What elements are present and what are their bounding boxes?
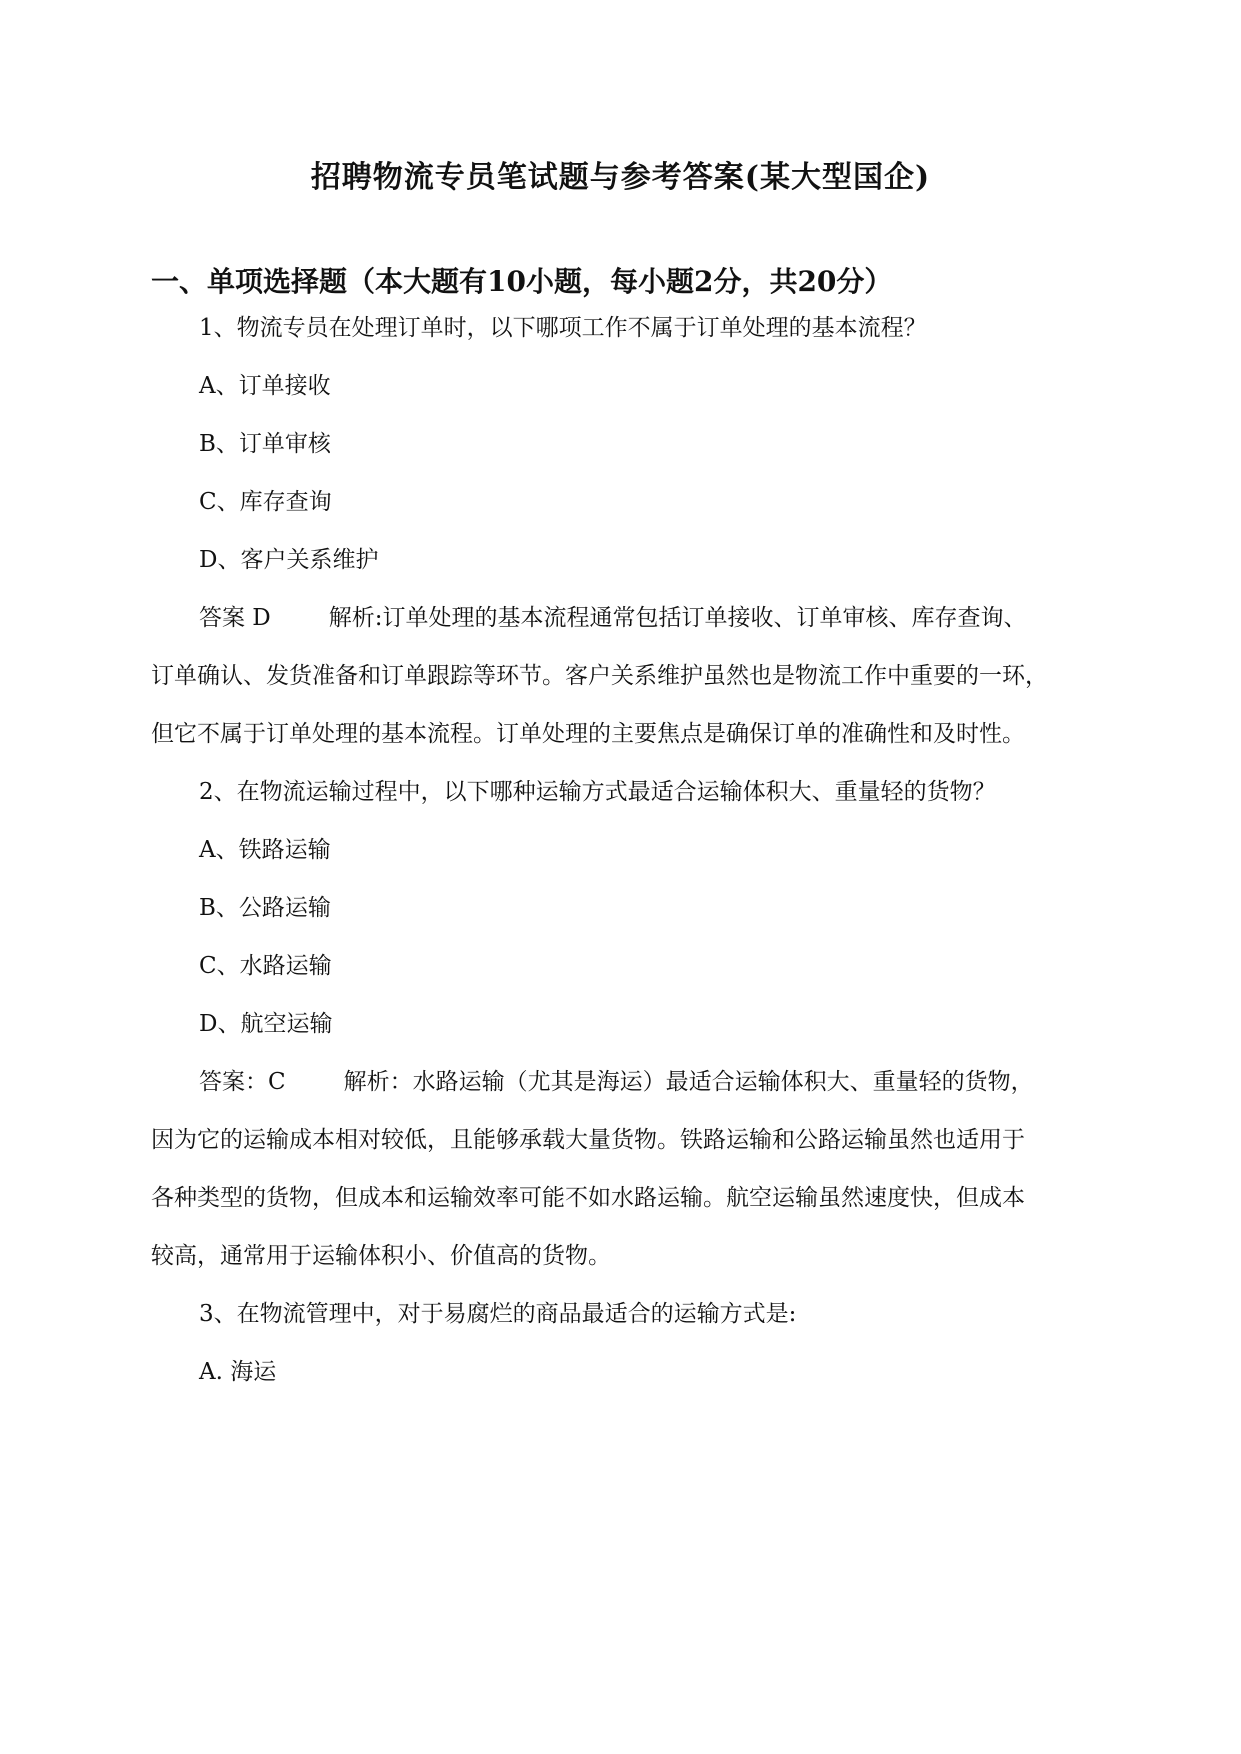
question-2-analysis-line-1: 水路运输（尤其是海运）最适合运输体积大、重量轻的货物， — [412, 1069, 1034, 1095]
question-1-analysis-line-3: 但它不属于订单处理的基本流程。订单处理的主要焦点是确保订单的准确性和及时性。 — [151, 721, 1025, 747]
question-2-option-c: C、水路运输 — [199, 953, 332, 979]
question-2-answer: 答案：C — [199, 1069, 286, 1095]
question-2-analysis-label: 解析： — [343, 1069, 413, 1095]
question-3-option-a: A. 海运 — [199, 1359, 277, 1385]
question-2-option-a: A、铁路运输 — [199, 837, 331, 863]
question-1-option-c: C、库存查询 — [199, 489, 332, 515]
question-1-answer-line — [199, 601, 1027, 635]
question-2-answer-line — [199, 1065, 1034, 1099]
question-1-option-d: D、客户关系维护 — [199, 547, 379, 573]
question-2-stem: 2、在物流运输过程中，以下哪种运输方式最适合运输体积大、重量轻的货物？ — [199, 779, 996, 805]
question-1-stem: 1、物流专员在处理订单时，以下哪项工作不属于订单处理的基本流程？ — [199, 315, 927, 341]
section-heading: 一、单项选择题（本大题有10小题，每小题2分，共20分） — [151, 265, 893, 298]
question-1-analysis-line-2: 订单确认、发货准备和订单跟踪等环节。客户关系维护虽然也是物流工作中重要的一环， — [151, 663, 1048, 689]
question-2-option-d: D、航空运输 — [199, 1011, 333, 1037]
question-1-analysis-line-1: 订单处理的基本流程通常包括订单接收、订单审核、库存查询、 — [382, 605, 1027, 631]
question-3-stem: 3、在物流管理中，对于易腐烂的商品最适合的运输方式是: — [199, 1301, 797, 1327]
question-1-option-b: B、订单审核 — [199, 431, 331, 457]
question-2-analysis-line-3: 各种类型的货物，但成本和运输效率可能不如水路运输。航空运输虽然速度快，但成本 — [151, 1185, 1025, 1211]
question-2-analysis-line-4: 较高，通常用于运输体积小、价值高的货物。 — [151, 1243, 611, 1269]
question-2-analysis-line-2: 因为它的运输成本相对较低，且能够承载大量货物。铁路运输和公路运输虽然也适用于 — [151, 1127, 1025, 1153]
question-2-option-b: B、公路运输 — [199, 895, 331, 921]
question-1-answer: 答案 D — [199, 605, 271, 631]
question-1-analysis-label: 解析: — [328, 605, 383, 631]
question-1-option-a: A、订单接收 — [199, 373, 331, 399]
document-title: 招聘物流专员笔试题与参考答案(某大型国企) — [310, 160, 931, 195]
